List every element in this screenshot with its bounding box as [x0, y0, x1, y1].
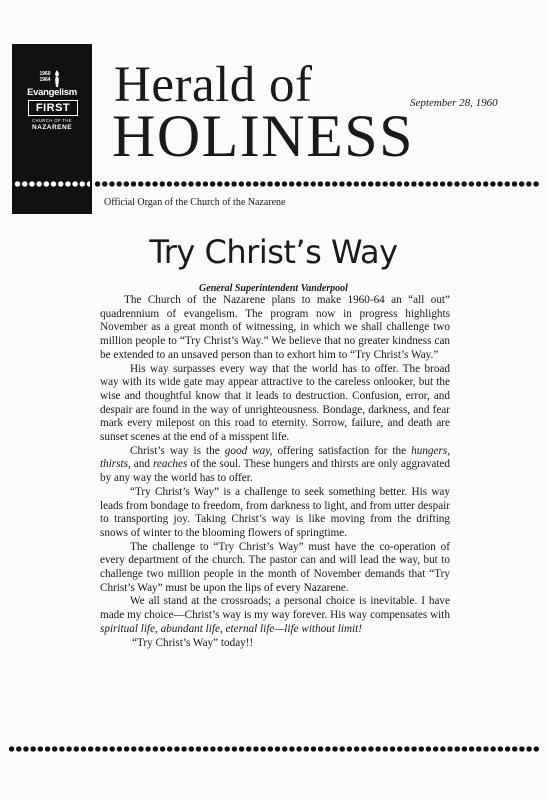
article-paragraph: His way surpasses every way that the world has to offer. The broad way with its wide gate may appear attractive to the careless onlooker, but the wise and thoughtful know that it leads to destruction. Confusion, error, and despair are found in the way of unrighteousness. Bondage, darkness, and fear mark every milepost on this road to eternity. Sorrow, failure, and death are sunset scenes at the end of a misspent life.	[100, 362, 450, 444]
article-paragraph: The Church of the Nazarene plans to make 1960-64 an “all out” quadrennium of evangelism. The program now in progress highlights November as a great month of witnessing, in which we shall challenge two million people to “Try Christ’s Way.” We believe that no greater kindness can be extended to an unsaved person than to exhort him to “Try Christ’s Way.”	[100, 294, 450, 361]
article-paragraph: The challenge to “Try Christ’s Way” must have the co-operation of every department of the church. The pastor can and will lead the way, but to challenge two million people in the month of November demands that “Try Christ’s Way” must be upon the lips of every Nazarene.	[100, 540, 450, 594]
logo-nazarene-text: NAZARENE	[31, 124, 73, 131]
masthead-dotted-rule-white	[14, 181, 90, 187]
issue-date: September 28, 1960	[410, 97, 498, 109]
article-paragraph: We all stand at the crossroads; a personal choice is inevitable. I have made my choice—Christ’s way is my way forever. His way compensates with spiritual life, abundant life, eternal life—life without limit!	[100, 595, 450, 635]
article-paragraph: “Try Christ’s Way” is a challenge to seek something better. His way leads from bondage to freedom, from darkness to light, and from utter despair to transporting joy. Taking Christ’s way is like moving from the drifting snows of winter to the blooming flowers of springtime.	[100, 485, 450, 539]
article-paragraph: Christ’s way is the good way, offering satisfaction for the hungers, thirsts, and reaches of the soul. These hungers and thirsts are only aggravated by any way the world has to offer.	[100, 444, 450, 485]
torch-icon	[52, 70, 62, 87]
masthead-subtitle: Official Organ of the Church of the Nazarene	[104, 197, 286, 208]
logo-evangelism-text: Evangelism	[27, 87, 77, 98]
masthead-title-herald: Herald of	[114, 57, 313, 113]
article-title: Try Christ’s Way	[149, 233, 398, 271]
logo-years: 1960 1964	[39, 71, 51, 83]
article-body	[100, 294, 450, 650]
masthead-dotted-rule	[94, 181, 540, 187]
logo-church-text: CHURCH OF THE	[32, 118, 72, 123]
article-byline: General Superintendent Vanderpool	[199, 283, 348, 294]
article-closing-line: “Try Christ’s Way” today!!	[132, 636, 254, 649]
evangelism-first-logo	[22, 70, 82, 146]
logo-first-text: FIRST	[28, 100, 78, 116]
footer-dotted-rule	[8, 746, 540, 752]
masthead-title-holiness: HOLINESS	[112, 103, 415, 169]
